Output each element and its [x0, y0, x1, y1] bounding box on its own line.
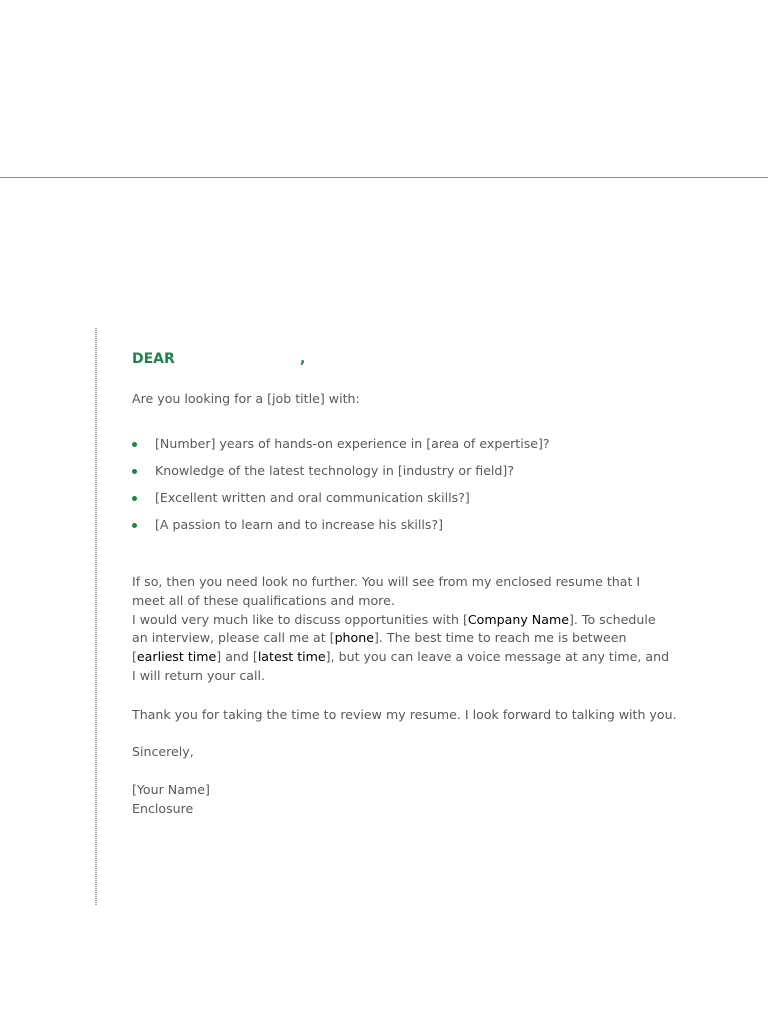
paragraph-text: ], but you can leave a voice message at any time, and I will return your call. — [132, 649, 670, 683]
cover-letter-body — [132, 348, 677, 816]
phone-placeholder: phone — [334, 630, 374, 646]
letter-paragraphs — [132, 573, 672, 686]
bullet-text: [Number] years of hands-on experience in [area of expertise]? — [155, 436, 550, 451]
list-item — [132, 435, 550, 462]
bullet-text: Knowledge of the latest technology in [industry or field]? — [155, 463, 515, 478]
intro-line: Are you looking for a [job title] with: — [132, 391, 360, 406]
enclosure-note: Enclosure — [132, 800, 194, 816]
closing: Sincerely, — [132, 744, 194, 759]
paragraph-text: ]. The best time to reach me is between [ — [132, 630, 627, 665]
bullet-dot-icon — [132, 523, 137, 528]
company-name-placeholder: Company Name — [467, 611, 569, 627]
bullet-dot-icon — [132, 442, 137, 447]
thanks-line: Thank you for taking the time to review my resume. I look forward to talking with you. — [132, 707, 677, 722]
salutation — [132, 348, 672, 370]
earliest-time-placeholder: earliest time — [136, 649, 217, 665]
paragraph-contact — [132, 611, 672, 686]
qualification-list — [132, 435, 550, 543]
list-item — [132, 489, 550, 516]
bullet-text: [Excellent written and oral communication skills?] — [155, 490, 470, 505]
left-margin-rule — [95, 328, 97, 906]
paragraph-text: ]. To schedule an interview, please call me at [ — [132, 611, 656, 646]
paragraph-text: ] and [ — [216, 649, 258, 665]
latest-time-placeholder: latest time — [257, 649, 326, 665]
list-item — [132, 516, 550, 543]
paragraph-text: I would very much like to discuss opportunities with [ — [132, 611, 468, 627]
signature-name: [Your Name] — [132, 782, 210, 797]
salutation-dear: DEAR — [132, 351, 175, 367]
bullet-dot-icon — [132, 496, 137, 501]
signature-block — [132, 781, 210, 819]
bullet-dot-icon — [132, 469, 137, 474]
list-item — [132, 462, 550, 489]
header-divider — [0, 177, 768, 178]
paragraph-qualifications: If so, then you need look no further. You will see from my enclosed resume that I meet all of these qualifications and more. — [132, 574, 641, 608]
salutation-comma: , — [300, 351, 306, 367]
bullet-text: [A passion to learn and to increase his skills?] — [155, 517, 444, 532]
